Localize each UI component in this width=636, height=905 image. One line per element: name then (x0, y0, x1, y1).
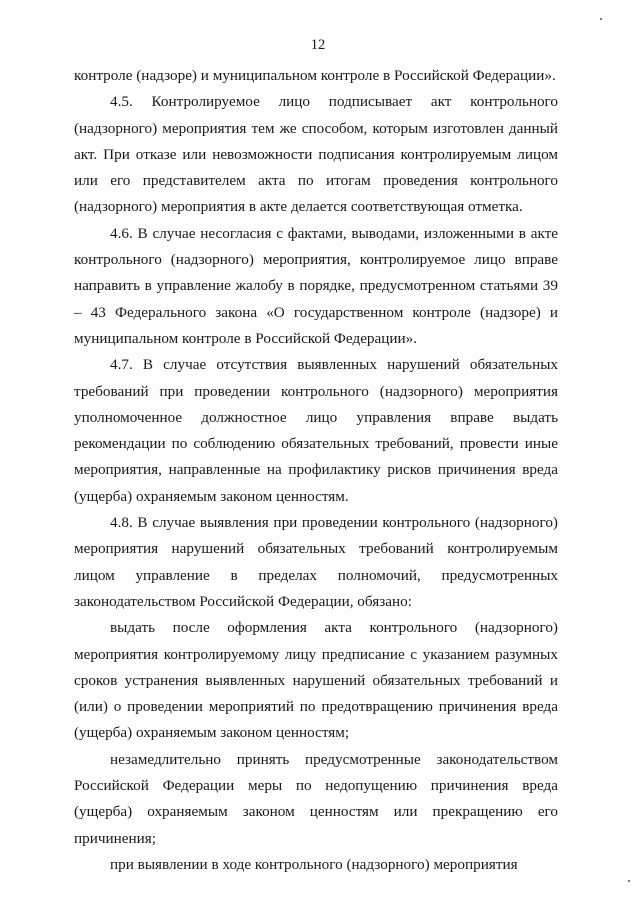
paragraph-continuation: контроле (надзоре) и муниципальном контроле в Российской Федерации». (74, 67, 556, 84)
paragraph-4-8: 4.8. В случае выявления при проведении контрольного (надзорного) мероприятия нарушений обязательных требований контролируемым лицом управление в пределах полномочий, предусмотренных законодательством Российской Федерации, обязано: (74, 514, 558, 610)
paragraph-take-measures: незамедлительно принять предусмотренные законодательством Российской Федерации меры по недопущению причинения вреда (ущерба) охраняемым законом ценностям или прекращению его причинения; (74, 750, 558, 847)
paragraph-issue-order: выдать после оформления акта контрольного (надзорного) мероприятия контролируемому лицу предписание с указанием разумных сроков устранения выявленных нарушений обязательных требований и (или) о проведении мероприятий по предотвращению причинения вреда (ущерба) охраняемым законом ценностям; (74, 619, 558, 742)
paragraph-4-7: 4.7. В случае отсутствия выявленных нарушений обязательных требований при проведении контрольного (надзорного) мероприятия уполномоченное должностное лицо управления вправе выдать рекомендации по соблюдению обязательных требований, провести иные мероприятия, направленные на профилактику рисков причинения вреда (ущерба) охраняемым законом ценностям. (74, 356, 558, 505)
scan-speck (628, 880, 630, 882)
paragraph-on-detection: при выявлении в ходе контрольного (надзорного) мероприятия (110, 855, 518, 873)
paragraph-4-5: 4.5. Контролируемое лицо подписывает акт контрольного (надзорного) мероприятия тем же способом, которым изготовлен данный акт. При отказе или невозможности подписания контролируемым лицом или его представителем акта по итогам проведения контрольного (надзорного) мероприятия в акте делается соответствующая отметка. (74, 93, 558, 216)
page-number: 12 (310, 37, 326, 53)
scan-speck (600, 18, 602, 20)
document-body (74, 63, 558, 878)
paragraph-4-6: 4.6. В случае несогласия с фактами, выводами, изложенными в акте контрольного (надзорного) мероприятия, контролируемое лицо вправе направить в управление жалобу в порядке, предусмотренном статьями 39 – 43 Федерального закона «О государственном контроле (надзоре) и муниципальном контроле в Российской Федерации». (74, 224, 558, 347)
